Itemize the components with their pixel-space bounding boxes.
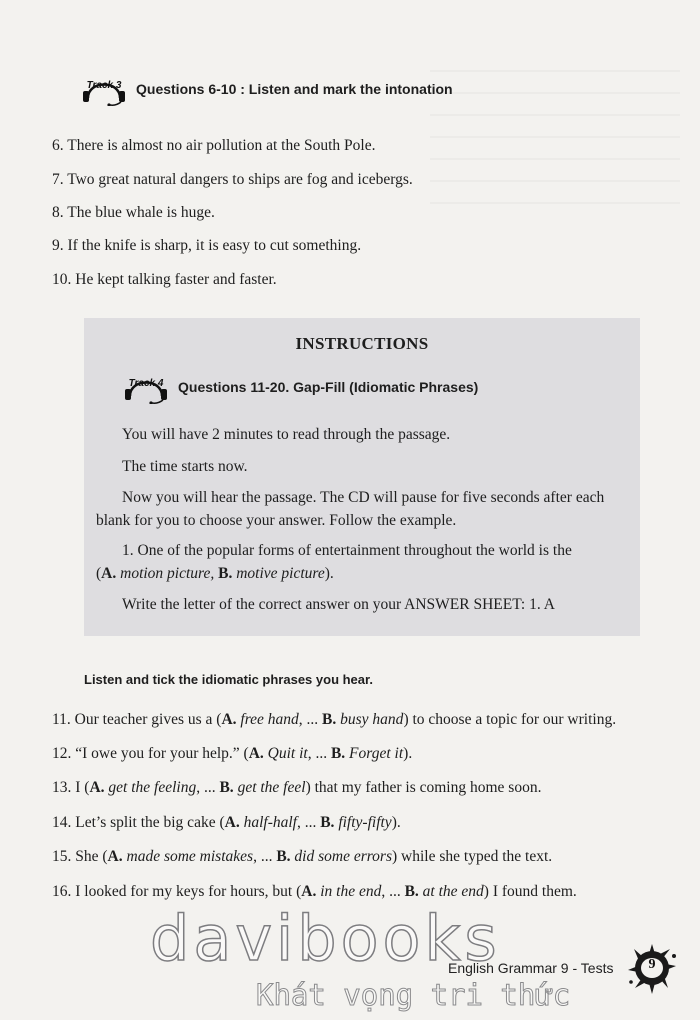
book-footer-label: English Grammar 9 - Tests [448,960,614,976]
instructions-title: INSTRUCTIONS [295,334,429,353]
sentence-item: 10. He kept talking faster and faster. [52,271,277,288]
idiom-question: 14. Let’s split the big cake (A. half-half, ... B. fifty-fifty). [52,814,401,831]
watermark-brand: davibooks [150,902,501,975]
track-3-heading-row [80,72,453,106]
section-b-heading: Listen and tick the idiomatic phrases you hear. [84,672,373,687]
sentence-item: 9. If the knife is sharp, it is easy to cut something. [52,237,362,254]
section-a-heading: Questions 6-10 : Listen and mark the intonation [136,81,453,97]
idiom-question: 16. I looked for my keys for hours, but (A. in the end, ... B. at the end) I found them. [52,883,577,900]
sentence-item: 6. There is almost no air pollution at the South Pole. [52,137,376,154]
idiom-question: 13. I (A. get the feeling, ... B. get the feel) that my father is coming home soon. [52,779,542,796]
instruction-paragraph: Now you will hear the passage. The CD will pause for five seconds after each [122,489,605,506]
watermark-slogan: Khát vọng tri thức [256,978,571,1012]
track-label: Track 4 [128,378,164,389]
page-number-badge [624,940,680,996]
sentence-item: 8. The blue whale is huge. [52,204,215,221]
instructions-box [84,318,640,636]
instructions-heading: Questions 11-20. Gap-Fill (Idiomatic Phrases) [178,379,479,395]
instruction-paragraph: blank for you to choose your answer. Follow the example. [96,512,457,529]
headphones-icon [122,370,170,404]
sentence-item: 7. Two great natural dangers to ships are fog and icebergs. [52,171,413,188]
track-label: Track 3 [86,80,122,91]
example-options: (A. motion picture, B. motive picture). [96,565,334,582]
instruction-paragraph: The time starts now. [122,458,248,475]
answer-instruction: Write the letter of the correct answer on your ANSWER SHEET: 1. A [122,596,555,613]
page-number: 9 [648,957,656,972]
bleed-through-texture [430,70,680,220]
instruction-paragraph: You will have 2 minutes to read through the passage. [122,426,451,443]
idiom-question: 12. “I owe you for your help.” (A. Quit it, ... B. Forget it). [52,745,413,762]
track-4-heading-row [122,370,478,404]
idiom-question: 15. She (A. made some mistakes, ... B. did some errors) while she typed the text. [52,848,553,865]
idiom-question: 11. Our teacher gives us a (A. free hand, ... B. busy hand) to choose a topic for our writing. [52,711,617,728]
headphones-icon [80,72,128,106]
example-sentence: 1. One of the popular forms of entertainment throughout the world is the [122,542,572,559]
